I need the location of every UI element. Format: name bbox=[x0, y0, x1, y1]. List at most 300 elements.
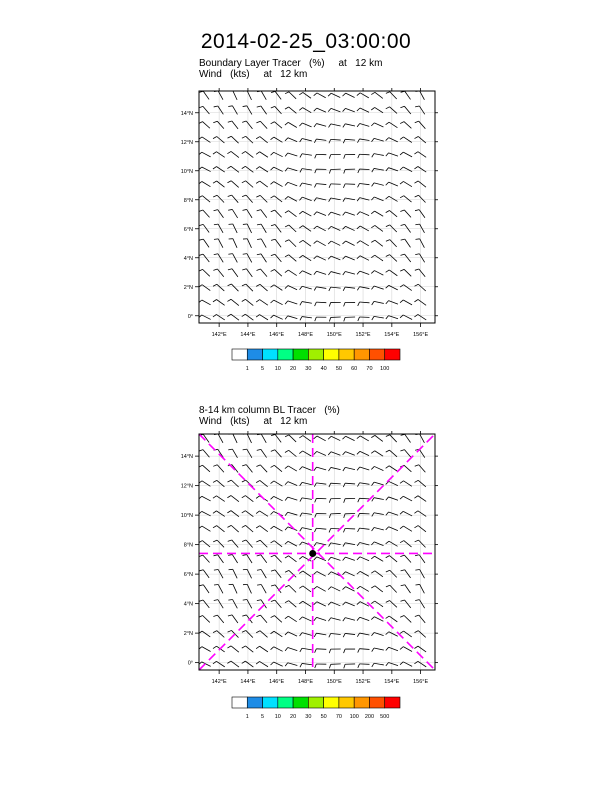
wind-barb-feather bbox=[271, 526, 274, 529]
wind-barb-feather bbox=[343, 528, 345, 532]
colorbar-label: 100 bbox=[380, 366, 390, 372]
wind-barb bbox=[374, 301, 384, 303]
wind-barb-feather bbox=[299, 271, 302, 274]
wind-barb bbox=[202, 181, 211, 186]
wind-barb-feather bbox=[343, 633, 345, 637]
wind-barb bbox=[261, 91, 266, 100]
wind-barb bbox=[274, 631, 282, 637]
wind-barb bbox=[331, 272, 341, 275]
wind-barb-feather bbox=[400, 450, 404, 451]
wind-barb-feather bbox=[357, 483, 359, 487]
wind-barb-feather bbox=[357, 451, 360, 454]
wind-barb bbox=[245, 646, 253, 652]
wind-barb-feather bbox=[256, 631, 260, 633]
wind-barb-feather bbox=[213, 646, 217, 648]
wind-barb-feather bbox=[372, 154, 374, 158]
wind-barb-feather bbox=[415, 284, 419, 286]
wind-barb bbox=[232, 615, 238, 623]
wind-barb-feather bbox=[314, 633, 316, 637]
wind-barb-feather bbox=[214, 210, 218, 211]
wind-barb bbox=[403, 152, 412, 157]
wind-barb-feather bbox=[329, 124, 331, 128]
wind-barb bbox=[231, 646, 239, 652]
wind-barb bbox=[403, 181, 412, 186]
wind-barb bbox=[345, 483, 355, 484]
wind-barb-feather bbox=[357, 256, 360, 259]
wind-barb-feather bbox=[285, 647, 288, 650]
wind-barb bbox=[303, 240, 311, 246]
wind-barb bbox=[232, 195, 238, 203]
wind-barb-feather bbox=[357, 271, 360, 274]
wind-barb-feather bbox=[344, 302, 346, 306]
wind-barb bbox=[389, 301, 398, 305]
main-title: 2014-02-25_03:00:00 bbox=[200, 30, 412, 53]
wind-barb-feather bbox=[400, 122, 404, 124]
wind-barb-feather bbox=[257, 210, 261, 211]
wind-barb bbox=[260, 511, 268, 516]
wind-barb-feather bbox=[343, 436, 346, 439]
wind-barb-feather bbox=[271, 254, 275, 255]
wind-barb bbox=[217, 300, 225, 306]
wind-barb-feather bbox=[415, 631, 419, 633]
wind-barb-feather bbox=[414, 299, 418, 301]
wind-barb-feather bbox=[371, 211, 374, 214]
wind-barb-feather bbox=[300, 528, 302, 532]
panel2-title-line1: 8-14 km column BL Tracer (%) bbox=[199, 405, 340, 416]
wind-barb bbox=[245, 511, 253, 517]
wind-barb bbox=[331, 452, 340, 455]
wind-barb-feather bbox=[415, 195, 419, 197]
wind-barb bbox=[331, 93, 340, 97]
x-tick-label: 154°E bbox=[384, 332, 400, 338]
wind-barb-feather bbox=[386, 435, 390, 437]
wind-barb-feather bbox=[213, 526, 217, 528]
wind-barb bbox=[331, 633, 341, 634]
wind-barb bbox=[247, 209, 252, 217]
wind-barb-feather bbox=[329, 467, 331, 471]
wind-barb-feather bbox=[343, 93, 346, 96]
wind-barb bbox=[374, 154, 384, 156]
wind-barb bbox=[331, 241, 340, 245]
wind-barb-feather bbox=[256, 480, 260, 482]
colorbar-label: 10 bbox=[274, 714, 281, 720]
colorbar-box bbox=[354, 349, 369, 360]
x-tick-label: 154°E bbox=[384, 679, 400, 685]
y-tick-label: 10°N bbox=[180, 168, 193, 175]
wind-barb-feather bbox=[386, 497, 389, 500]
wind-barb bbox=[317, 124, 327, 127]
wind-barb bbox=[390, 435, 397, 442]
wind-barb bbox=[203, 615, 210, 622]
wind-barb-feather bbox=[315, 317, 317, 321]
wind-barb-feather bbox=[285, 316, 288, 319]
wind-barb bbox=[231, 314, 239, 320]
colorbar-label: 20 bbox=[290, 366, 297, 372]
wind-barb bbox=[374, 663, 384, 665]
wind-barb-feather bbox=[343, 467, 345, 471]
wind-barb bbox=[374, 197, 383, 201]
colorbar-label: 20 bbox=[290, 714, 297, 720]
wind-barb-feather bbox=[199, 254, 203, 255]
wind-barb-feather bbox=[299, 617, 302, 620]
wind-barb bbox=[389, 527, 398, 531]
wind-barb-feather bbox=[256, 511, 259, 514]
wind-barb-feather bbox=[271, 465, 275, 467]
wind-barb bbox=[375, 92, 383, 98]
wind-barb bbox=[419, 106, 424, 114]
wind-barb-feather bbox=[371, 255, 374, 257]
colorbar-label: 30 bbox=[305, 714, 312, 720]
wind-barb bbox=[389, 556, 397, 562]
wind-barb-feather bbox=[285, 663, 288, 666]
wind-barb-feather bbox=[228, 269, 232, 270]
wind-barb bbox=[375, 556, 384, 561]
wind-barb bbox=[405, 585, 411, 593]
wind-barb bbox=[202, 541, 210, 547]
wind-barb-feather bbox=[285, 211, 289, 213]
wind-barb bbox=[331, 108, 340, 111]
wind-barb bbox=[302, 183, 312, 185]
y-tick-label: 8°N bbox=[183, 542, 193, 549]
wind-barb bbox=[274, 496, 283, 500]
wind-barb-feather bbox=[357, 542, 359, 545]
wind-barb-feather bbox=[271, 300, 274, 303]
wind-barb bbox=[217, 284, 224, 291]
wind-barb-feather bbox=[315, 664, 317, 668]
wind-barb bbox=[260, 315, 268, 320]
wind-barb bbox=[231, 166, 239, 172]
wind-barb-feather bbox=[371, 240, 375, 242]
wind-barb bbox=[247, 449, 252, 458]
wind-barb-feather bbox=[199, 600, 203, 601]
wind-barb bbox=[404, 631, 412, 637]
wind-barb-feather bbox=[329, 302, 330, 306]
wind-barb bbox=[275, 91, 281, 99]
wind-barb-feather bbox=[357, 198, 359, 201]
wind-barb-feather bbox=[227, 314, 231, 316]
colorbar-label: 60 bbox=[351, 366, 358, 372]
x-tick-label: 152°E bbox=[355, 332, 371, 338]
wind-barb bbox=[374, 542, 383, 546]
wind-barb-feather bbox=[386, 541, 389, 544]
wind-barb-feather bbox=[386, 182, 389, 185]
wind-barb bbox=[389, 153, 398, 156]
wind-barb-feather bbox=[271, 210, 275, 212]
wind-barb bbox=[261, 269, 268, 277]
wind-barb-feather bbox=[386, 196, 389, 199]
wind-barb-feather bbox=[213, 496, 217, 498]
wind-barb-feather bbox=[227, 181, 231, 183]
wind-barb bbox=[246, 195, 253, 203]
wind-barb bbox=[233, 434, 237, 443]
wind-barb-feather bbox=[401, 585, 405, 586]
wind-barb-feather bbox=[386, 138, 389, 141]
wind-barb-feather bbox=[315, 169, 317, 173]
wind-barb-feather bbox=[271, 647, 274, 650]
wind-barb-feather bbox=[314, 467, 317, 470]
wind-barb bbox=[217, 269, 223, 277]
wind-barb-feather bbox=[227, 661, 231, 663]
wind-barb bbox=[288, 512, 298, 515]
wind-barb bbox=[288, 663, 298, 666]
wind-barb bbox=[231, 511, 239, 517]
wind-barb bbox=[389, 632, 398, 637]
wind-barb bbox=[389, 497, 398, 500]
wind-barb-feather bbox=[242, 181, 246, 183]
wind-barb-feather bbox=[400, 106, 404, 107]
wind-barb-feather bbox=[386, 466, 389, 469]
wind-barb bbox=[317, 586, 326, 591]
wind-barb-feather bbox=[243, 106, 247, 107]
wind-barb bbox=[288, 153, 298, 156]
wind-barb-feather bbox=[242, 151, 246, 153]
wind-barb-feather bbox=[329, 529, 331, 533]
wind-barb-feather bbox=[386, 450, 390, 452]
wind-barb-feather bbox=[415, 615, 419, 616]
wind-barb-feather bbox=[329, 649, 330, 653]
wind-barb-feather bbox=[386, 600, 390, 602]
wind-barb-feather bbox=[357, 436, 360, 439]
wind-barb bbox=[245, 661, 253, 667]
wind-barb bbox=[247, 106, 252, 115]
wind-barb-feather bbox=[414, 646, 418, 648]
wind-barb-feather bbox=[400, 152, 403, 155]
wind-barb bbox=[390, 92, 397, 99]
y-tick-label: 4°N bbox=[183, 601, 193, 608]
wind-barb bbox=[231, 496, 239, 502]
wind-barb-feather bbox=[257, 585, 261, 586]
wind-barb bbox=[404, 285, 412, 291]
wind-barb-feather bbox=[343, 557, 346, 560]
wind-barb bbox=[261, 210, 267, 218]
wind-barb bbox=[389, 512, 398, 515]
wind-barb bbox=[260, 167, 268, 172]
wind-barb bbox=[317, 467, 327, 470]
wind-barb-feather bbox=[314, 451, 317, 454]
wind-barb bbox=[404, 196, 412, 202]
wind-barb-feather bbox=[285, 616, 288, 619]
wind-barb-feather bbox=[343, 287, 345, 291]
wind-barb-feather bbox=[256, 646, 259, 648]
wind-barb bbox=[289, 585, 296, 592]
y-tick-label: 14°N bbox=[180, 454, 193, 461]
wind-barb bbox=[302, 302, 312, 304]
wind-barb bbox=[419, 540, 426, 547]
wind-barb-feather bbox=[371, 225, 375, 227]
wind-barb-feather bbox=[242, 314, 246, 316]
wind-barb bbox=[202, 465, 209, 472]
wind-barb-feather bbox=[386, 663, 389, 666]
wind-barb-feather bbox=[328, 587, 331, 590]
wind-barb-feather bbox=[415, 136, 419, 138]
wind-barb-feather bbox=[271, 434, 275, 435]
wind-barb bbox=[232, 209, 237, 217]
wind-barb-feather bbox=[257, 449, 261, 450]
wind-barb bbox=[231, 284, 238, 291]
wind-barb-feather bbox=[372, 527, 374, 531]
wind-barb-feather bbox=[285, 182, 288, 185]
wind-barb-feather bbox=[357, 93, 360, 96]
wind-barb-feather bbox=[415, 224, 419, 225]
x-tick-label: 144°E bbox=[240, 679, 256, 685]
wind-barb bbox=[202, 647, 211, 652]
wind-barb-feather bbox=[285, 225, 289, 227]
wind-barb-feather bbox=[271, 122, 275, 124]
wind-barb-feather bbox=[214, 239, 218, 240]
wind-barb bbox=[274, 541, 282, 547]
y-tick-label: 2°N bbox=[183, 631, 193, 638]
wind-barb-feather bbox=[214, 106, 218, 107]
wind-barb bbox=[331, 139, 341, 140]
wind-barb bbox=[403, 300, 412, 305]
wind-barb bbox=[216, 496, 224, 502]
wind-barb bbox=[317, 212, 326, 216]
wind-barb-feather bbox=[371, 271, 374, 274]
wind-barb-feather bbox=[285, 122, 288, 125]
wind-barb-feather bbox=[328, 618, 330, 621]
wind-barb-feather bbox=[357, 123, 360, 126]
wind-barb-feather bbox=[285, 153, 288, 156]
wind-barb bbox=[418, 631, 425, 638]
wind-barb-feather bbox=[299, 211, 302, 214]
wind-barb bbox=[246, 540, 253, 548]
wind-barb-feather bbox=[271, 269, 275, 271]
wind-barb-feather bbox=[271, 152, 274, 155]
wind-barb-feather bbox=[299, 123, 302, 126]
wind-barb bbox=[288, 286, 297, 290]
wind-barb-feather bbox=[242, 630, 246, 632]
wind-barb bbox=[217, 615, 223, 623]
wind-barb-feather bbox=[314, 241, 317, 244]
wind-barb-feather bbox=[300, 183, 302, 187]
wind-barb bbox=[359, 498, 369, 499]
wind-barb bbox=[418, 496, 426, 502]
wind-barb-feather bbox=[299, 586, 303, 588]
wind-barb-feather bbox=[328, 241, 331, 244]
wind-barb-feather bbox=[386, 316, 389, 319]
wind-barb-feather bbox=[213, 167, 216, 169]
wind-barb-feather bbox=[414, 496, 418, 498]
wind-barb bbox=[375, 107, 383, 112]
wind-barb bbox=[404, 615, 411, 622]
wind-barb-feather bbox=[386, 527, 389, 530]
x-tick-label: 156°E bbox=[413, 332, 429, 338]
wind-barb-feather bbox=[371, 451, 374, 454]
wind-barb-feather bbox=[228, 480, 232, 482]
wind-barb-feather bbox=[256, 137, 260, 139]
wind-barb bbox=[203, 239, 209, 247]
wind-barb bbox=[261, 239, 266, 248]
wind-barb bbox=[419, 269, 425, 277]
wind-barb-feather bbox=[358, 528, 360, 532]
wind-barb-feather bbox=[400, 541, 404, 543]
wind-barb-feather bbox=[329, 514, 330, 518]
wind-barb bbox=[288, 168, 298, 171]
wind-barb-feather bbox=[213, 480, 217, 482]
wind-barb bbox=[274, 122, 282, 128]
wind-barb bbox=[331, 436, 340, 440]
wind-barb bbox=[217, 631, 224, 638]
wind-barb-feather bbox=[256, 269, 260, 270]
wind-barb bbox=[375, 451, 383, 456]
wind-barb bbox=[232, 540, 238, 548]
wind-barb-feather bbox=[314, 483, 316, 487]
wind-barb-feather bbox=[344, 499, 345, 503]
wind-barb bbox=[261, 555, 267, 563]
wind-barb-feather bbox=[400, 196, 404, 198]
wind-barb-feather bbox=[242, 166, 246, 168]
wind-barb-feather bbox=[415, 569, 419, 570]
wind-barb-feather bbox=[256, 167, 259, 170]
wind-barb bbox=[245, 496, 253, 502]
wind-barb-feather bbox=[314, 212, 317, 215]
wind-barb-feather bbox=[372, 168, 374, 172]
wind-barb bbox=[302, 482, 312, 484]
wind-barb bbox=[232, 269, 238, 277]
wind-barb-feather bbox=[315, 514, 317, 518]
wind-barb-feather bbox=[227, 299, 231, 301]
wind-barb bbox=[274, 196, 282, 202]
wind-barb-feather bbox=[256, 496, 259, 499]
wind-barb-feather bbox=[358, 183, 360, 187]
wind-barb bbox=[331, 467, 341, 469]
wind-barb bbox=[418, 284, 425, 291]
wind-barb-feather bbox=[299, 436, 303, 438]
wind-barb bbox=[260, 631, 268, 638]
wind-barb-feather bbox=[343, 452, 346, 455]
wind-barb-feather bbox=[371, 123, 374, 126]
wind-barb-feather bbox=[386, 585, 390, 587]
colorbar-box bbox=[293, 349, 308, 360]
wind-barb bbox=[288, 182, 297, 186]
wind-barb-feather bbox=[285, 107, 289, 109]
wind-barb bbox=[389, 196, 398, 201]
wind-barb-feather bbox=[228, 121, 232, 122]
wind-barb bbox=[260, 152, 268, 157]
wind-barb-feather bbox=[386, 240, 390, 242]
wind-barb bbox=[374, 316, 384, 318]
wind-barb-feather bbox=[300, 154, 302, 158]
colorbar-box bbox=[278, 697, 293, 708]
wind-barb-feather bbox=[400, 511, 403, 514]
wind-barb bbox=[317, 617, 327, 620]
y-tick-label: 6°N bbox=[183, 572, 193, 579]
wind-barb bbox=[418, 526, 426, 532]
wind-barb bbox=[202, 631, 210, 637]
wind-barb-feather bbox=[343, 272, 345, 275]
overlay-lines bbox=[199, 434, 435, 670]
wind-barb-feather bbox=[256, 284, 260, 286]
wind-barb-feather bbox=[285, 138, 288, 141]
wind-barb-feather bbox=[242, 465, 246, 466]
wind-barb bbox=[316, 302, 326, 303]
wind-barb bbox=[246, 136, 253, 143]
wind-barb-feather bbox=[344, 317, 345, 321]
wind-barb bbox=[389, 541, 398, 546]
wind-barb-feather bbox=[256, 540, 260, 542]
wind-barb bbox=[316, 483, 326, 484]
wind-barb bbox=[331, 557, 340, 560]
wind-barb-feather bbox=[271, 616, 275, 618]
wind-barb bbox=[274, 152, 283, 156]
y-tick-label: 0° bbox=[187, 313, 193, 320]
wind-barb bbox=[317, 557, 326, 561]
y-tick-label: 10°N bbox=[180, 513, 193, 520]
wind-barb-feather bbox=[328, 557, 331, 560]
wind-barb-feather bbox=[344, 514, 345, 518]
wind-barb bbox=[231, 299, 239, 305]
colorbar-label: 40 bbox=[320, 366, 327, 372]
